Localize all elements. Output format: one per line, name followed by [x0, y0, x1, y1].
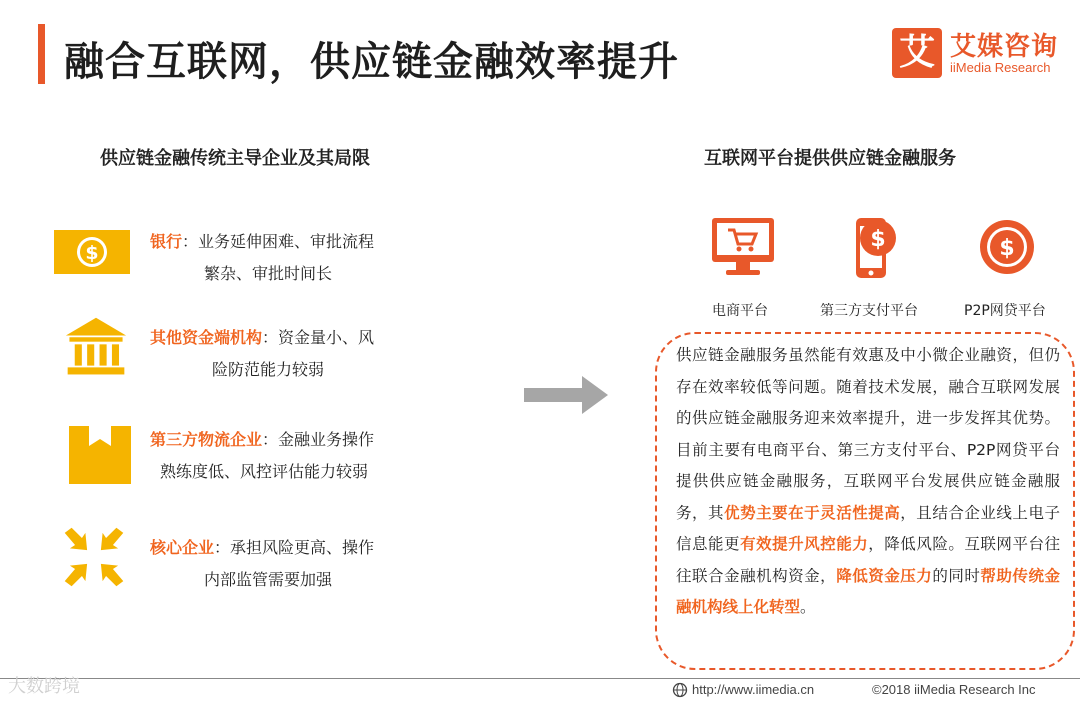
bank-card-icon [52, 226, 132, 288]
description-segment: 供应链金融服务虽然能有效惠及中小微企业融资，但仍存在效率较低等问题。随着技术发展，融合互联网发展的供应链金融服务迎来效率提升，进一步发挥其优势。目前主要有电商平台、第三方支付平台、P2P网贷平台提供供应链金融服务，互联网平台发展供应链金融服务，其 [676, 346, 1060, 522]
limitation-text-cont: 内部监管需要加强 [204, 570, 333, 589]
limitation-label: 其他资金端机构 [150, 328, 263, 347]
platform-label-p2p: P2P网贷平台 [964, 303, 1046, 319]
description-text [676, 340, 1060, 624]
logo-mark: 艾 [892, 28, 942, 78]
right-arrow-icon [524, 376, 608, 414]
description-highlight: 有效提升风控能力 [740, 535, 869, 553]
description-segment: 。 [800, 598, 816, 616]
svg-text:$: $ [870, 227, 886, 252]
limitation-item-bank [150, 226, 374, 290]
limitation-text-cont: 险防范能力较弱 [212, 360, 325, 379]
coin-icon [978, 218, 1036, 276]
separator: ： [262, 328, 279, 347]
limitation-text: 承担风险更高、操作 [230, 538, 375, 557]
limitation-item-logistics [150, 424, 374, 488]
limitation-label: 核心企业 [150, 538, 215, 557]
footer-copyright: ©2018 iiMedia Research Inc [872, 682, 1036, 697]
left-section-heading: 供应链金融传统主导企业及其局限 [100, 148, 370, 169]
limitation-text: 业务延伸困难、审批流程 [198, 232, 375, 251]
separator: ： [182, 232, 199, 251]
inward-arrows-icon [54, 526, 134, 588]
watermark: 大数跨境 [8, 676, 80, 697]
limitation-item-institution [150, 322, 374, 386]
description-highlight: 帮助传统金融机构线上化转型 [676, 566, 1060, 616]
separator: ： [214, 538, 231, 557]
footer-url[interactable]: http://www.iimedia.cn [692, 682, 815, 697]
svg-text:$: $ [999, 236, 1015, 261]
mobile-payment-icon [850, 212, 900, 282]
institution-icon [56, 316, 136, 378]
platform-label-ecommerce: 电商平台 [712, 303, 768, 319]
description-highlight: 降低资金压力 [836, 566, 933, 585]
svg-text:$: $ [85, 242, 99, 264]
logo-name-cn: 艾媒咨询 [950, 32, 1059, 62]
title-accent-bar [38, 24, 45, 84]
separator: ： [262, 430, 279, 449]
limitation-text-cont: 繁杂、审批时间长 [204, 264, 333, 283]
description-segment: ，且结合企业线上电子信息能更 [676, 503, 1060, 553]
limitation-label: 第三方物流企业 [150, 430, 263, 449]
platform-label-payment: 第三方支付平台 [820, 303, 918, 319]
shopping-cart-monitor-icon [708, 214, 778, 278]
description-segment: 的同时 [932, 566, 981, 585]
description-segment: ，降低风险。互联网平台往往联合金融机构资金， [676, 535, 1060, 585]
globe-icon [672, 682, 688, 698]
limitation-text: 金融业务操作 [278, 430, 375, 449]
logo [892, 26, 1067, 82]
limitation-text: 资金量小、风 [278, 328, 375, 347]
limitation-item-core-enterprise [150, 532, 374, 596]
right-section-heading: 互联网平台提供供应链金融服务 [704, 148, 956, 169]
footer-divider [0, 678, 1080, 679]
logo-name-en: iiMedia Research [950, 60, 1051, 75]
limitation-label: 银行 [150, 232, 183, 251]
description-highlight: 优势主要在于灵活性提高 [724, 503, 901, 522]
page-title: 融合互联网，供应链金融效率提升 [64, 39, 679, 85]
limitation-text-cont: 熟练度低、风控评估能力较弱 [160, 462, 369, 481]
package-icon [60, 424, 140, 486]
